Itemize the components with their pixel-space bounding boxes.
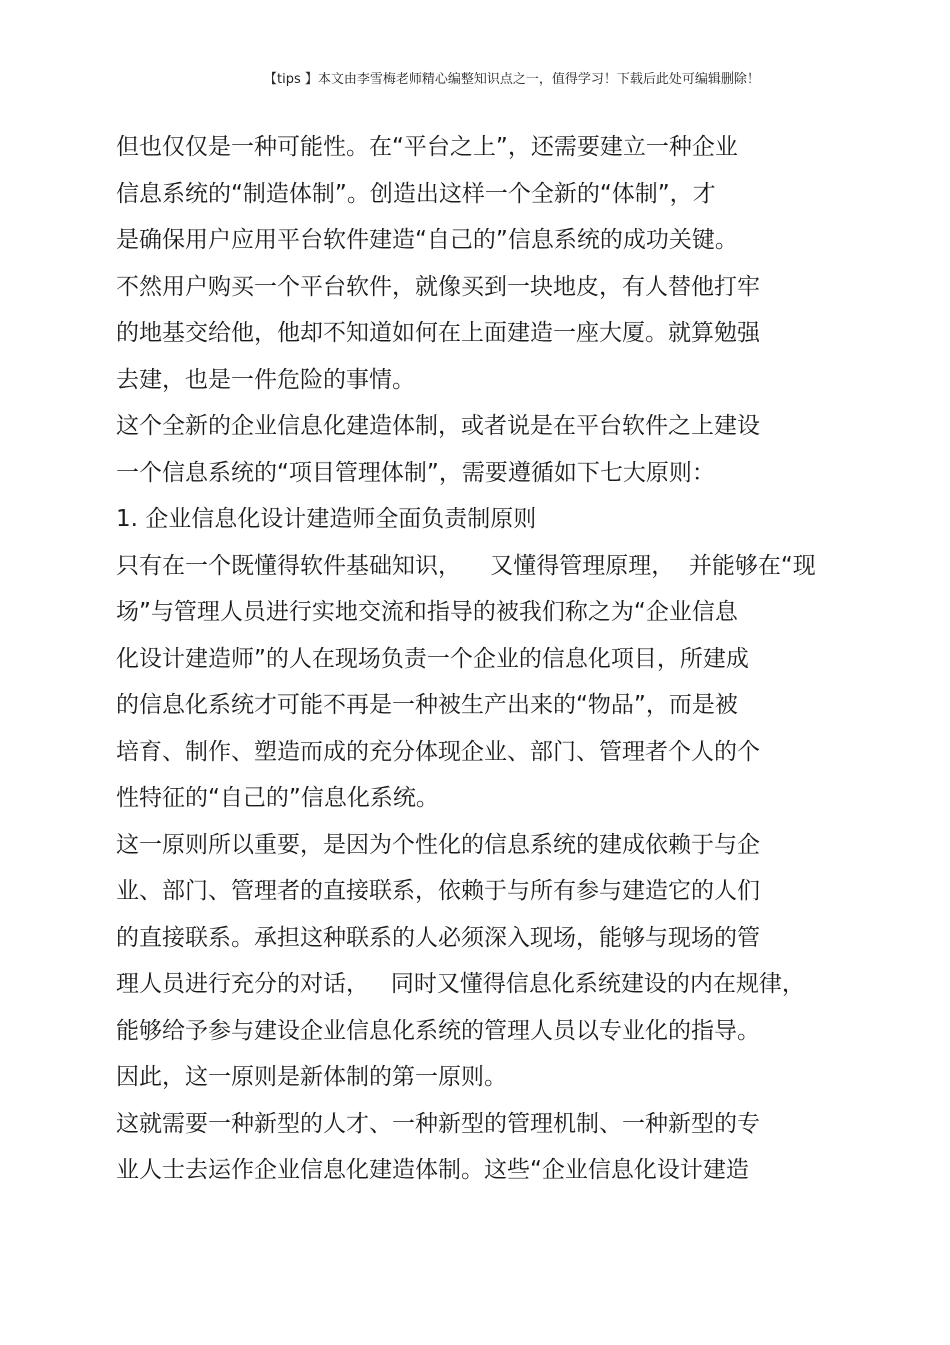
text-line: 业人士去运作企业信息化建造体制。这些“企业信息化设计建造 <box>116 1157 749 1183</box>
text-line: 不然用户购买一个平台软件，就像买到一块地皮，有人替他打牢 <box>116 273 760 300</box>
text-line: 是确保用户应用平台软件建造“自己的”信息系统的成功关键。 <box>116 227 738 253</box>
text-line: 的直接联系。承担这种联系的人必须深入现场，能够与现场的管 <box>116 924 760 951</box>
text-line: 业、部门、管理者的直接联系，依赖于与所有参与建造它的人们 <box>116 878 760 904</box>
text-line: 的地基交给他，他却不知道如何在上面建造一座大厦。就算勉强 <box>116 320 760 346</box>
text-line: 性特征的“自己的”信息化系统。 <box>116 785 439 811</box>
text-line: 化设计建造师”的人在现场负责一个企业的信息化项目，所建成 <box>116 645 749 672</box>
text-line: 因此，这一原则是新体制的第一原则。 <box>116 1064 507 1090</box>
text-line: 这一原则所以重要，是因为个性化的信息系统的建成依赖于与企 <box>116 831 760 858</box>
header-tip: 【tips 】本文由李雪梅老师精心编整知识点之一，值得学习！下载后此处可编辑删除！ <box>264 72 760 87</box>
text-line: 一个信息系统的“项目管理体制”，需要遵循如下七大原则： <box>116 459 715 486</box>
text-line: 只有在一个既懂得软件基础知识， 又懂得管理原理， 并能够在“现 <box>116 552 816 579</box>
text-line: 这就需要一种新型的人才、一种新型的管理机制、一种新型的专 <box>116 1110 760 1137</box>
text-line: 的信息化系统才可能不再是一种被生产出来的“物品”，而是被 <box>116 692 738 718</box>
body-text <box>116 124 836 1194</box>
text-line: 能够给予参与建设企业信息化系统的管理人员以专业化的指导。 <box>116 1017 760 1044</box>
text-line: 培育、制作、塑造而成的充分体现企业、部门、管理者个人的个 <box>116 738 760 765</box>
text-line: 信息系统的“制造体制”。创造出这样一个全新的“体制”，才 <box>116 180 716 207</box>
text-line: 去建，也是一件危险的事情。 <box>116 366 415 393</box>
text-line: 理人员进行充分的对话， 同时又懂得信息化系统建设的内在规律， <box>116 971 805 997</box>
text-line: 这个全新的企业信息化建造体制，或者说是在平台软件之上建设 <box>116 413 760 439</box>
text-line: 场”与管理人员进行实地交流和指导的被我们称之为“企业信息 <box>116 599 738 625</box>
section-heading: 1. 企业信息化设计建造师全面负责制原则 <box>116 506 537 532</box>
text-line: 但也仅仅是一种可能性。在“平台之上”，还需要建立一种企业 <box>116 134 738 160</box>
